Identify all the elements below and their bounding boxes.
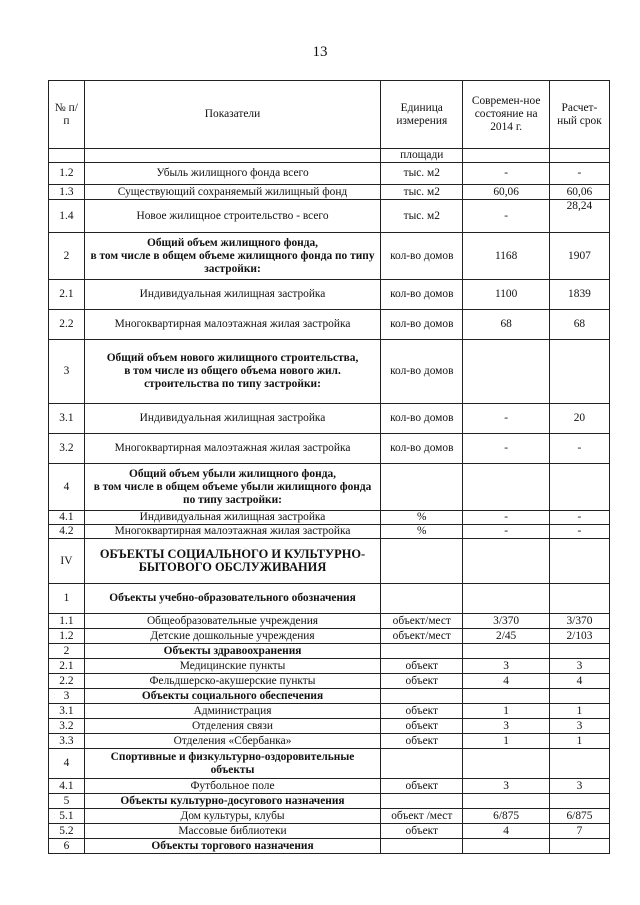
row-target-value bbox=[549, 689, 609, 704]
row-target-value: 3 bbox=[549, 719, 609, 734]
row-num: 1.4 bbox=[49, 200, 85, 233]
row-current-value: 1100 bbox=[463, 280, 549, 310]
row-unit: объект/мест bbox=[381, 614, 463, 629]
row-unit: объект bbox=[381, 824, 463, 839]
table-header-row bbox=[49, 81, 610, 149]
row-indicator: Многоквартирная малоэтажная жилая застройка bbox=[84, 434, 380, 464]
row-current-value: - bbox=[463, 511, 549, 525]
row-target-value: 1 bbox=[549, 734, 609, 749]
row-target-value: 3 bbox=[549, 779, 609, 794]
header-current: Современ-ное состояние на 2014 г. bbox=[463, 81, 549, 149]
row-num: 2.2 bbox=[49, 310, 85, 340]
row-target-value bbox=[549, 584, 609, 614]
row-num: 3.3 bbox=[49, 734, 85, 749]
row-current-value: 3 bbox=[463, 659, 549, 674]
table-row bbox=[49, 629, 610, 644]
row-indicator: Объекты учебно-образовательного обозначения bbox=[84, 584, 380, 614]
row-target-value bbox=[549, 644, 609, 659]
table-row bbox=[49, 719, 610, 734]
row-current-value bbox=[463, 689, 549, 704]
row-target-value bbox=[549, 149, 609, 163]
row-current-value: - bbox=[463, 163, 549, 185]
row-indicator: Объекты здравоохранения bbox=[84, 644, 380, 659]
row-indicator: Спортивные и физкультурно-оздоровительные объекты bbox=[84, 749, 380, 779]
row-num: 1 bbox=[49, 584, 85, 614]
page-number: 13 bbox=[312, 44, 328, 60]
row-indicator: Объекты социального обеспечения bbox=[84, 689, 380, 704]
row-num: 1.2 bbox=[49, 629, 85, 644]
row-current-value bbox=[463, 839, 549, 854]
row-target-value: 4 bbox=[549, 674, 609, 689]
row-unit: кол-во домов bbox=[381, 340, 463, 404]
header-target: Расчет-ный срок bbox=[549, 81, 609, 149]
row-num: 4 bbox=[49, 464, 85, 511]
table-row bbox=[49, 464, 610, 511]
table-body bbox=[49, 149, 610, 854]
row-unit: объект bbox=[381, 674, 463, 689]
row-unit: объект bbox=[381, 734, 463, 749]
row-current-value bbox=[463, 584, 549, 614]
row-unit bbox=[381, 839, 463, 854]
row-num: 4 bbox=[49, 749, 85, 779]
row-indicator: Индивидуальная жилищная застройка bbox=[84, 511, 380, 525]
row-indicator: Общий объем убыли жилищного фонда, в том числе в общем объеме убыли жилищного фонда по типу застройки: bbox=[84, 464, 380, 511]
row-current-value: 1 bbox=[463, 734, 549, 749]
row-num: 2 bbox=[49, 233, 85, 280]
row-indicator: Убыль жилищного фонда всего bbox=[84, 163, 380, 185]
row-current-value: 3 bbox=[463, 719, 549, 734]
row-indicator: Индивидуальная жилищная застройка bbox=[84, 280, 380, 310]
row-num bbox=[49, 149, 85, 163]
row-unit: % bbox=[381, 525, 463, 539]
row-num: 4.1 bbox=[49, 511, 85, 525]
table-row bbox=[49, 163, 610, 185]
table-row bbox=[49, 659, 610, 674]
row-target-value: 20 bbox=[549, 404, 609, 434]
row-num: 1.1 bbox=[49, 614, 85, 629]
row-unit: объект /мест bbox=[381, 809, 463, 824]
table-row bbox=[49, 200, 610, 233]
row-target-value: - bbox=[549, 163, 609, 185]
table-row bbox=[49, 809, 610, 824]
table-row bbox=[49, 749, 610, 779]
row-indicator: Общий объем нового жилищного строительства, в том числе из общего объема нового жил. строительства по типу застройки: bbox=[84, 340, 380, 404]
row-unit bbox=[381, 794, 463, 809]
table-row bbox=[49, 280, 610, 310]
row-num: 2.1 bbox=[49, 280, 85, 310]
row-target-value: 60,06 bbox=[549, 185, 609, 200]
row-target-value bbox=[549, 539, 609, 584]
table-row bbox=[49, 310, 610, 340]
row-num: 5.2 bbox=[49, 824, 85, 839]
row-indicator: Администрация bbox=[84, 704, 380, 719]
row-target-value: 3/370 bbox=[549, 614, 609, 629]
row-current-value: 4 bbox=[463, 824, 549, 839]
table-row bbox=[49, 149, 610, 163]
row-unit: % bbox=[381, 511, 463, 525]
table-row bbox=[49, 839, 610, 854]
row-current-value bbox=[463, 794, 549, 809]
row-indicator: Существующий сохраняемый жилищный фонд bbox=[84, 185, 380, 200]
row-current-value bbox=[463, 749, 549, 779]
row-indicator: Общий объем жилищного фонда, в том числе в общем объеме жилищного фонда по типу застройки: bbox=[84, 233, 380, 280]
row-unit: кол-во домов bbox=[381, 310, 463, 340]
row-unit: площади bbox=[381, 149, 463, 163]
row-unit bbox=[381, 584, 463, 614]
row-current-value: - bbox=[463, 525, 549, 539]
header-unit: Единица измерения bbox=[381, 81, 463, 149]
row-current-value bbox=[463, 464, 549, 511]
row-current-value bbox=[463, 644, 549, 659]
row-indicator: Медицинские пункты bbox=[84, 659, 380, 674]
table-row bbox=[49, 539, 610, 584]
row-indicator: Фельдшерско-акушерские пункты bbox=[84, 674, 380, 689]
row-current-value bbox=[463, 340, 549, 404]
row-current-value: 60,06 bbox=[463, 185, 549, 200]
row-num: 5 bbox=[49, 794, 85, 809]
row-unit: объект bbox=[381, 659, 463, 674]
table-row bbox=[49, 824, 610, 839]
row-num: 3 bbox=[49, 340, 85, 404]
row-indicator: Детские дошкольные учреждения bbox=[84, 629, 380, 644]
row-indicator: Индивидуальная жилищная застройка bbox=[84, 404, 380, 434]
row-unit: кол-во домов bbox=[381, 233, 463, 280]
row-current-value: 2/45 bbox=[463, 629, 549, 644]
row-indicator: Многоквартирная малоэтажная жилая застройка bbox=[84, 310, 380, 340]
row-target-value: 28,24 bbox=[549, 200, 609, 233]
row-target-value: 2/103 bbox=[549, 629, 609, 644]
row-indicator bbox=[84, 149, 380, 163]
row-num: 3.2 bbox=[49, 434, 85, 464]
row-unit: объект bbox=[381, 719, 463, 734]
row-num: 2 bbox=[49, 644, 85, 659]
row-unit: тыс. м2 bbox=[381, 163, 463, 185]
row-num: 1.3 bbox=[49, 185, 85, 200]
table-row bbox=[49, 404, 610, 434]
row-target-value: 1839 bbox=[549, 280, 609, 310]
row-target-value bbox=[549, 839, 609, 854]
row-num: 2.2 bbox=[49, 674, 85, 689]
row-unit bbox=[381, 464, 463, 511]
row-current-value: 3 bbox=[463, 779, 549, 794]
header-name: Показатели bbox=[84, 81, 380, 149]
row-indicator: Новое жилищное строительство - всего bbox=[84, 200, 380, 233]
row-target-value: - bbox=[549, 525, 609, 539]
row-current-value: 3/370 bbox=[463, 614, 549, 629]
row-current-value: 68 bbox=[463, 310, 549, 340]
row-unit: кол-во домов bbox=[381, 434, 463, 464]
table-row bbox=[49, 674, 610, 689]
row-unit: объект/мест bbox=[381, 629, 463, 644]
row-num: 4.1 bbox=[49, 779, 85, 794]
row-num: 3.1 bbox=[49, 704, 85, 719]
row-num: 2.1 bbox=[49, 659, 85, 674]
row-target-value: 68 bbox=[549, 310, 609, 340]
row-indicator: Общеобразовательные учреждения bbox=[84, 614, 380, 629]
row-target-value bbox=[549, 340, 609, 404]
row-indicator: ОБЪЕКТЫ СОЦИАЛЬНОГО И КУЛЬТУРНО-БЫТОВОГО ОБСЛУЖИВАНИЯ bbox=[84, 539, 380, 584]
row-indicator: Объекты торгового назначения bbox=[84, 839, 380, 854]
row-indicator: Отделения связи bbox=[84, 719, 380, 734]
row-num: IV bbox=[49, 539, 85, 584]
table-row bbox=[49, 794, 610, 809]
row-target-value: 1907 bbox=[549, 233, 609, 280]
row-unit: кол-во домов bbox=[381, 404, 463, 434]
row-target-value bbox=[549, 464, 609, 511]
row-current-value: - bbox=[463, 200, 549, 233]
row-unit: объект bbox=[381, 704, 463, 719]
row-target-value bbox=[549, 794, 609, 809]
row-num: 3 bbox=[49, 689, 85, 704]
row-current-value bbox=[463, 539, 549, 584]
table-row bbox=[49, 689, 610, 704]
row-unit bbox=[381, 689, 463, 704]
row-num: 6 bbox=[49, 839, 85, 854]
row-num: 3.2 bbox=[49, 719, 85, 734]
row-unit: тыс. м2 bbox=[381, 200, 463, 233]
indicators-table bbox=[48, 80, 610, 854]
row-target-value: 1 bbox=[549, 704, 609, 719]
row-num: 1.2 bbox=[49, 163, 85, 185]
table-row bbox=[49, 704, 610, 719]
table-row bbox=[49, 779, 610, 794]
table-row bbox=[49, 434, 610, 464]
row-target-value: 6/875 bbox=[549, 809, 609, 824]
row-num: 3.1 bbox=[49, 404, 85, 434]
row-target-value bbox=[549, 749, 609, 779]
row-current-value: - bbox=[463, 404, 549, 434]
table-row bbox=[49, 233, 610, 280]
row-unit: объект bbox=[381, 779, 463, 794]
header-num: № п/п bbox=[49, 81, 85, 149]
table-row bbox=[49, 525, 610, 539]
row-target-value: 3 bbox=[549, 659, 609, 674]
table-row bbox=[49, 644, 610, 659]
row-unit bbox=[381, 749, 463, 779]
row-current-value: 1 bbox=[463, 704, 549, 719]
row-target-value: - bbox=[549, 511, 609, 525]
row-target-value: - bbox=[549, 434, 609, 464]
row-indicator: Футбольное поле bbox=[84, 779, 380, 794]
table-row bbox=[49, 340, 610, 404]
table-row bbox=[49, 584, 610, 614]
row-unit bbox=[381, 644, 463, 659]
table-row bbox=[49, 614, 610, 629]
table-row bbox=[49, 511, 610, 525]
row-current-value: 1168 bbox=[463, 233, 549, 280]
table-row bbox=[49, 734, 610, 749]
row-indicator: Объекты культурно-досугового назначения bbox=[84, 794, 380, 809]
row-target-value: 7 bbox=[549, 824, 609, 839]
row-indicator: Дом культуры, клубы bbox=[84, 809, 380, 824]
row-current-value: 6/875 bbox=[463, 809, 549, 824]
row-unit: тыс. м2 bbox=[381, 185, 463, 200]
table-row bbox=[49, 185, 610, 200]
row-current-value bbox=[463, 149, 549, 163]
row-indicator: Массовые библиотеки bbox=[84, 824, 380, 839]
row-num: 4.2 bbox=[49, 525, 85, 539]
row-current-value: - bbox=[463, 434, 549, 464]
row-indicator: Многоквартирная малоэтажная жилая застройка bbox=[84, 525, 380, 539]
row-current-value: 4 bbox=[463, 674, 549, 689]
row-indicator: Отделения «Сбербанка» bbox=[84, 734, 380, 749]
row-unit bbox=[381, 539, 463, 584]
row-num: 5.1 bbox=[49, 809, 85, 824]
row-unit: кол-во домов bbox=[381, 280, 463, 310]
